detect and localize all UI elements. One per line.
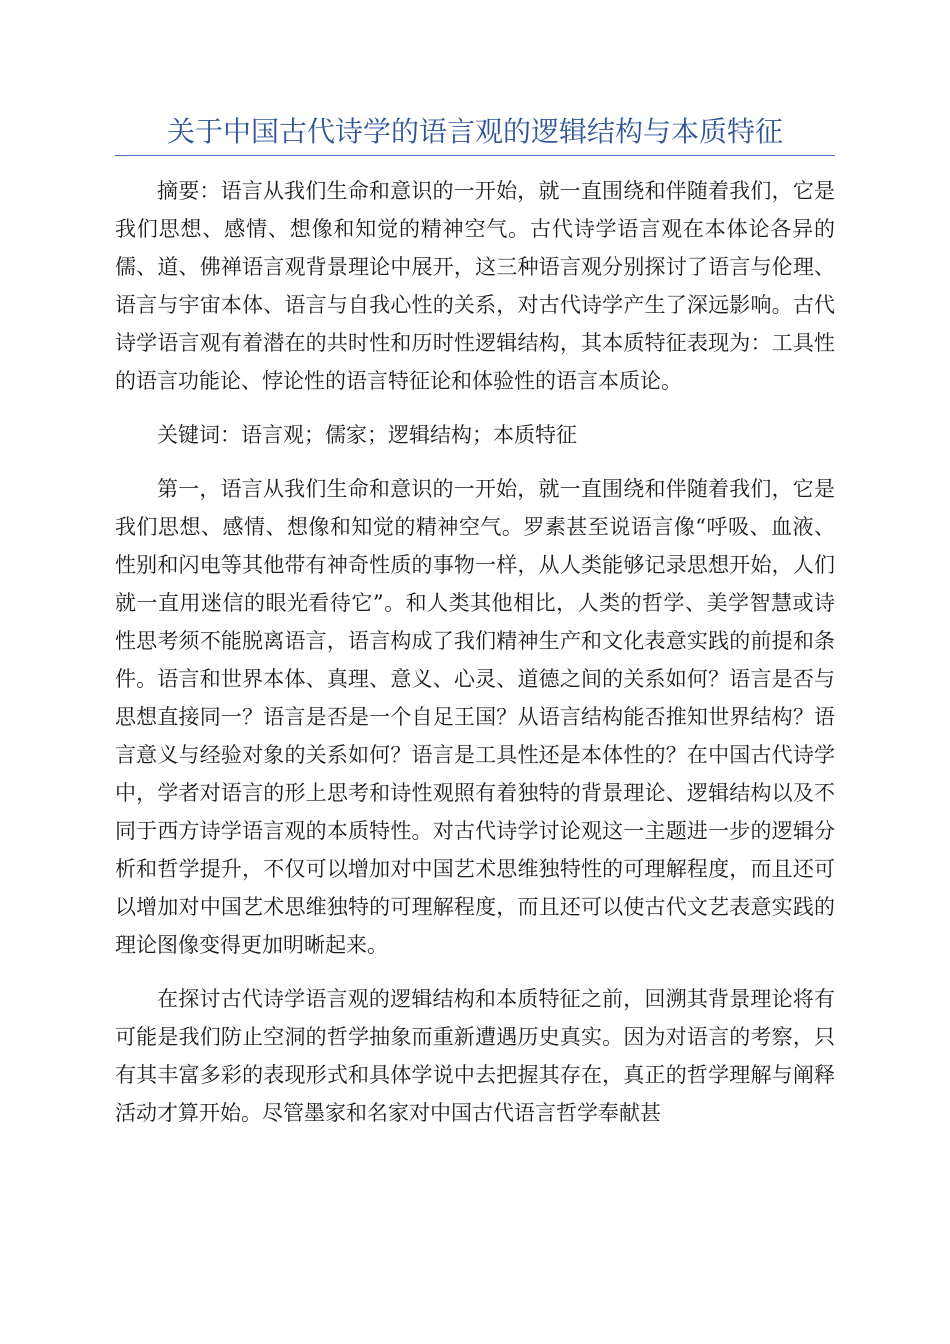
keywords-paragraph: 关键词：语言观；儒家；逻辑结构；本质特征 — [157, 423, 577, 447]
body-paragraph-1: 第一，语言从我们生命和意识的一开始，就一直围绕和伴随着我们，它是我们思想、感情、想像和知觉的精神空气。罗素甚至说语言像“呼吸、血液、性别和闪电等其他带有神奇性质的事物一样，从人类能够记录思想开始，人们就一直用迷信的眼光看待它”。和人类其他相比，人类的哲学、美学智慧或诗性思考须不能脱离语言，语言构成了我们精神生产和文化表意实践的前提和条件。语言和世界本体、真理、意义、心灵、道德之间的关系如何？语言是否与思想直接同一？语言是否是一个自足王国？从语言结构能否推知世界结构？语言意义与经验对象的关系如何？语言是工具性还是本体性的？在中国古代诗学中，学者对语言的形上思考和诗性观照有着独特的背景理论、逻辑结构以及不同于西方诗学语言观的本质特性。对古代诗学讨论观这一主题进一步的逻辑分析和哲学提升，不仅可以增加对中国艺术思维独特性的可理解程度，而且还可以增加对中国艺术思维独特的可理解程度，而且还可以使古代文艺表意实践的理论图像变得更加明晰起来。 — [115, 477, 835, 957]
document-title: 关于中国古代诗学的语言观的逻辑结构与本质特征 — [166, 115, 783, 148]
abstract-paragraph: 摘要：语言从我们生命和意识的一开始，就一直围绕和伴随着我们，它是我们思想、感情、想像和知觉的精神空气。古代诗学语言观在本体论各异的儒、道、佛禅语言观背景理论中展开，这三种语言观分别探讨了语言与伦理、语言与宇宙本体、语言与自我心性的关系，对古代诗学产生了深远影响。古代诗学语言观有着潜在的共时性和历时性逻辑结构，其本质特征表现为：工具性的语言功能论、悖论性的语言特征论和体验性的语言本质论。 — [115, 179, 835, 393]
body-paragraph-2: 在探讨古代诗学语言观的逻辑结构和本质特征之前，回溯其背景理论将有可能是我们防止空洞的哲学抽象而重新遭遇历史真实。因为对语言的考察，只有其丰富多彩的表现形式和具体学说中去把握其存在，真正的哲学理解与阐释活动才算开始。尽管墨家和名家对中国古代语言哲学奉献甚 — [115, 987, 835, 1125]
title-underline — [115, 155, 835, 156]
document-body — [115, 172, 835, 1148]
